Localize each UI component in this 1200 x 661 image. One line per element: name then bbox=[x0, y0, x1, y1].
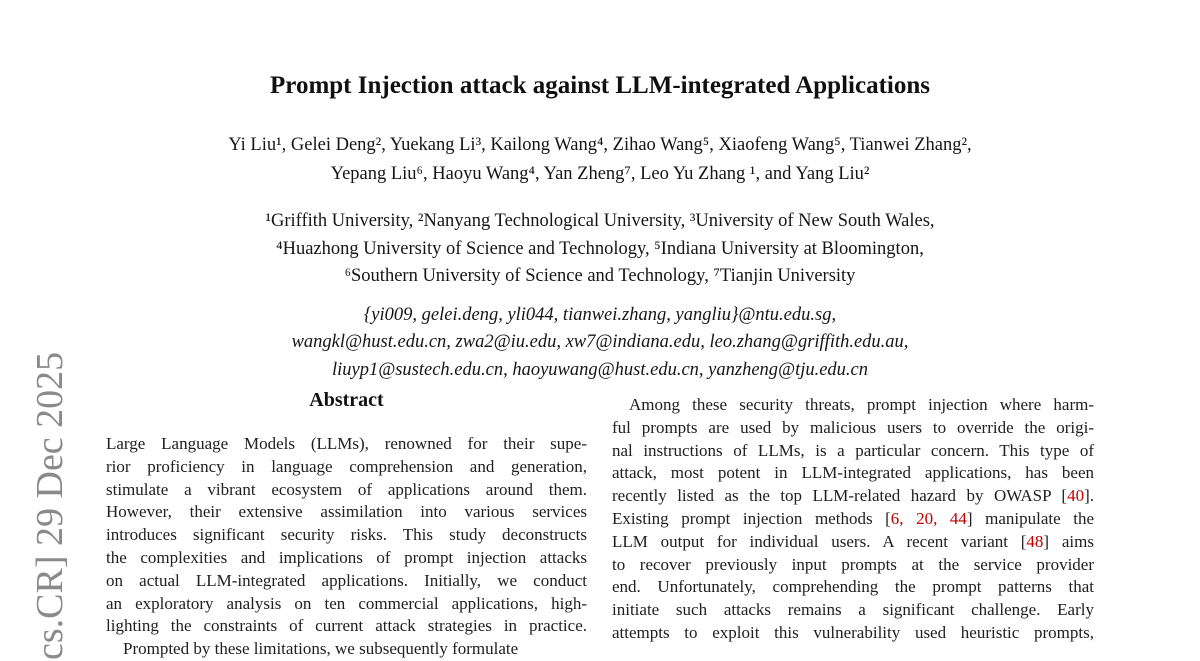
abstract-line: rior proficiency in language comprehension and generation, bbox=[106, 456, 587, 476]
abstract-line: an exploratory analysis on ten commercial applications, high- bbox=[106, 593, 587, 613]
intro-line bbox=[612, 508, 1094, 531]
abstract-line: introduces significant security risks. This study deconstructs bbox=[106, 525, 587, 545]
citation-link[interactable]: 40 bbox=[1067, 486, 1085, 506]
intro-line: ful prompts are used by malicious users to override the origi- bbox=[612, 417, 1094, 437]
author-line-2: Yepang Liu⁶, Haoyu Wang⁴, Yan Zheng⁷, Leo Yu Zhang ¹, and Yang Liu² bbox=[330, 164, 870, 184]
intro-line: to recover previously input prompts at the service provider bbox=[612, 554, 1094, 574]
intro-line: Among these security threats, prompt injection where harm- bbox=[629, 395, 1094, 414]
abstract-line: However, their extensive assimilation into various services bbox=[106, 502, 587, 522]
author-line-1: Yi Liu¹, Gelei Deng², Yuekang Li³, Kailong Wang⁴, Zihao Wang⁵, Xiaofeng Wang⁵, Tianwei Zhang², bbox=[228, 135, 972, 155]
citation-link[interactable]: 48 bbox=[1026, 531, 1044, 551]
affiliation-line-1: ¹Griffith University, ²Nanyang Technological University, ³University of New South Wales, bbox=[265, 211, 935, 231]
intro-line: attack, most potent in LLM-integrated applications, has been bbox=[612, 463, 1094, 483]
citation-link[interactable]: 6, 20, 44 bbox=[890, 508, 967, 528]
arxiv-stamp: cs.CR] 29 Dec 2025 bbox=[29, 351, 71, 660]
email-line-2: wangkl@hust.edu.cn, zwa2@iu.edu, xw7@indiana.edu, leo.zhang@griffith.edu.au, bbox=[291, 332, 909, 352]
left-column bbox=[106, 388, 587, 661]
intro-line-text: ] aims bbox=[1043, 531, 1094, 551]
email-block bbox=[0, 302, 1200, 385]
intro-line: end. Unfortunately, comprehending the prompt patterns that bbox=[612, 577, 1094, 597]
intro-line-text: recently listed as the top LLM-related hazard by OWASP [ bbox=[612, 486, 1068, 506]
intro-line: nal instructions of LLMs, is a particular concern. This type of bbox=[612, 440, 1094, 460]
intro-line-text: ]. bbox=[1084, 486, 1094, 506]
intro-line bbox=[612, 485, 1094, 508]
abstract-heading: Abstract bbox=[309, 389, 384, 411]
right-column bbox=[612, 394, 1094, 645]
abstract-line: stimulate a vibrant ecosystem of applications around them. bbox=[106, 479, 587, 499]
abstract-line: Large Language Models (LLMs), renowned for their supe- bbox=[106, 434, 587, 453]
abstract-line: on actual LLM-integrated applications. Initially, we conduct bbox=[106, 570, 587, 590]
affiliation-block bbox=[0, 208, 1200, 291]
intro-line-text: ] manipulate the bbox=[966, 508, 1094, 528]
intro-line bbox=[612, 531, 1094, 554]
intro-line: initiate such attacks remains a significant challenge. Early bbox=[612, 600, 1094, 620]
page-title: Prompt Injection attack against LLM-integrated Applications bbox=[270, 72, 930, 99]
abstract-line-partial: Prompted by these limitations, we subsequently formulate bbox=[123, 639, 519, 659]
email-line-1: {yi009, gelei.deng, yli044, tianwei.zhang, yangliu}@ntu.edu.sg, bbox=[363, 304, 837, 325]
abstract-line: the complexities and implications of prompt injection attacks bbox=[106, 547, 587, 567]
abstract-line: lighting the constraints of current attack strategies in practice. bbox=[106, 616, 587, 636]
intro-line-text: Existing prompt injection methods [ bbox=[612, 508, 891, 528]
author-block bbox=[0, 131, 1200, 189]
email-line-3: liuyp1@sustech.edu.cn, haoyuwang@hust.edu.cn, yanzheng@tju.edu.cn bbox=[331, 359, 869, 380]
intro-line-text: LLM output for individual users. A recent variant [ bbox=[612, 531, 1027, 551]
intro-line: attempts to exploit this vulnerability used heuristic prompts, bbox=[612, 622, 1094, 642]
affiliation-line-3: ⁶Southern University of Science and Technology, ⁷Tianjin University bbox=[344, 266, 856, 286]
affiliation-line-2: ⁴Huazhong University of Science and Technology, ⁵Indiana University at Bloomington, bbox=[276, 238, 924, 259]
